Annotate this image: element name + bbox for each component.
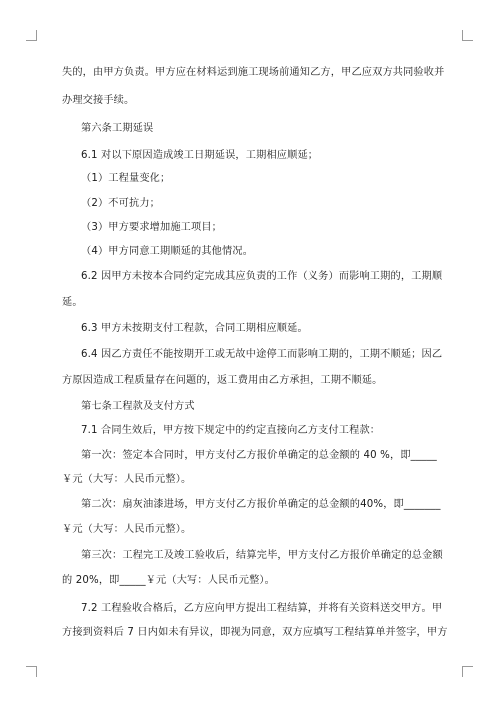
section-heading: 第七条工程款及支付方式 [81, 401, 195, 412]
section-heading: 第六条工期延误 [81, 123, 154, 134]
text-line: 失的，由甲方负责。甲方应在材料运到施工现场前通知乙方，甲乙应双方共同验收并 [62, 67, 445, 78]
payment-item: 第一次：签定本合同时，甲方支付乙方报价单确定的总金额的 40 %，即_____ [81, 450, 437, 461]
text-line: 方接到资料后 7 日内如未有异议，即视为同意，双方应填写工程结算单并签字，甲方 [62, 627, 448, 638]
clause-text: 6.3 甲方未按期支付工程款，合同工期相应顺延。 [81, 323, 308, 334]
list-item: （4）甲方同意工期顺延的其他情况。 [81, 246, 254, 257]
text-line: 办理交接手续。 [62, 95, 135, 106]
list-item: （3）甲方要求增加施工项目； [81, 222, 223, 233]
clause-text: 6.2 因甲方未按本合同约定完成其应负责的工作（义务）而影响工期的，工期顺 [81, 271, 443, 282]
list-item: （1）工程量变化； [81, 173, 171, 184]
list-item: （2）不可抗力； [81, 198, 160, 209]
text-line: 的 20%，即_____￥元（大写：人民币元整）。 [62, 575, 275, 586]
text-line: 方原因造成工程质量存在问题的，返工费用由乙方承担，工期不顺延。 [62, 375, 383, 386]
clause-text: 6.4 因乙方责任不能按期开工或无故中途停工而影响工期的，工期不顺延；因乙 [81, 349, 443, 360]
clause-text: 7.2 工程验收合格后，乙方应向甲方提出工程结算，并将有关资料送交甲方。甲 [81, 603, 443, 614]
text-line: ￥元（大写：人民币元整）。 [62, 524, 192, 535]
payment-item: 第二次：扇灰油漆进场，甲方支付乙方报价单确定的总金额的40%，即_______ [81, 499, 441, 510]
clause-text: 6.1 对以下原因造成竣工日期延误，工期相应顺延； [81, 150, 319, 161]
payment-item: 第三次：工程完工及竣工验收后，结算完毕，甲方支付乙方报价单确定的总金额 [81, 550, 443, 561]
text-line: 延。 [62, 297, 83, 308]
text-line: ￥元（大写：人民币元整）。 [62, 474, 192, 485]
clause-text: 7.1 合同生效后，甲方按下规定中的约定直接向乙方支付工程款： [81, 425, 381, 436]
